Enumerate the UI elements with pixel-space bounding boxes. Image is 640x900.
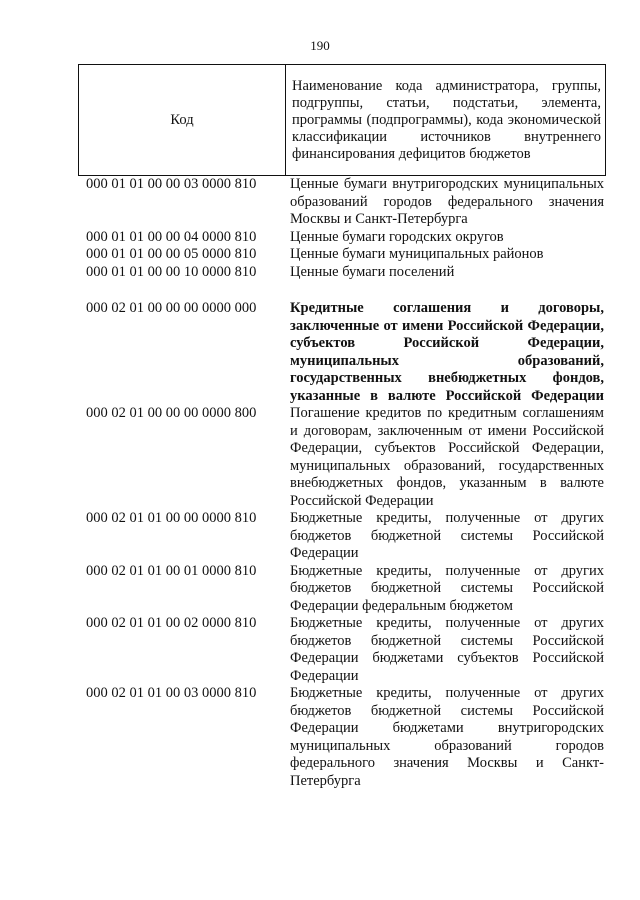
row-name: Ценные бумаги поселений — [290, 263, 455, 280]
table-row — [86, 685, 606, 790]
table-row — [86, 405, 606, 510]
row-code: 000 02 01 01 00 00 0000 810 — [86, 510, 257, 526]
row-code: 000 01 01 00 00 03 0000 810 — [86, 176, 257, 192]
row-name: Кредитные соглашения и договоры, заключенные от имени Российской Федерации, субъектов Российской Федерации, муниципальных образований, государственных внебюджетных фондов, указанные в валюте Российской Федерации — [290, 300, 604, 404]
header-name-cell: Наименование кода администратора, группы, подгруппы, статьи, подстатьи, элемента, программы (подпрограммы), кода экономической классификации источников внутреннего финансирования дефицитов бюджетов — [286, 65, 606, 176]
table-header — [78, 64, 606, 176]
table-row — [86, 176, 606, 229]
row-name: Бюджетные кредиты, полученные от других бюджетов бюджетной системы Российской Федерации бюджетами внутригородских муниципальных образований городов федерального значения Москвы и Санкт-Петербурга — [290, 685, 604, 789]
row-name: Бюджетные кредиты, полученные от других бюджетов бюджетной системы Российской Федерации — [290, 510, 604, 561]
table-row — [86, 510, 606, 563]
row-name: Ценные бумаги внутригородских муниципальных образований городов федерального значения Москвы и Санкт-Петербурга — [290, 176, 604, 227]
page-number: 190 — [310, 38, 330, 53]
row-name: Бюджетные кредиты, полученные от других бюджетов бюджетной системы Российской Федерации бюджетами субъектов Российской Федерации — [290, 615, 604, 684]
row-code: 000 01 01 00 00 05 0000 810 — [86, 246, 257, 262]
table-row — [86, 246, 606, 264]
row-code: 000 02 01 01 00 02 0000 810 — [86, 615, 257, 631]
table-row — [86, 264, 606, 282]
table-row-section — [86, 300, 606, 405]
row-code: 000 01 01 00 00 04 0000 810 — [86, 228, 257, 245]
table-row — [86, 615, 606, 685]
row-code: 000 02 01 01 00 03 0000 810 — [86, 685, 257, 701]
row-spacer — [86, 281, 606, 300]
classification-list — [86, 176, 606, 790]
row-name: Ценные бумаги городских округов — [290, 228, 504, 245]
row-name: Погашение кредитов по кредитным соглашениям и договорам, заключенным от имени Российской Федерации, субъектов Российской Федерации, муниципальных образований, государственных внебюджетных фондов, указанным в валюте Российской Федерации — [290, 405, 604, 509]
table-row — [86, 563, 606, 616]
table-row — [86, 229, 606, 247]
row-name: Бюджетные кредиты, полученные от других бюджетов бюджетной системы Российской Федерации федеральным бюджетом — [290, 562, 604, 614]
row-code: 000 02 01 01 00 01 0000 810 — [86, 562, 257, 579]
row-code: 000 02 01 00 00 00 0000 800 — [86, 405, 257, 421]
header-code-cell: Код — [79, 65, 286, 176]
row-code: 000 01 01 00 00 10 0000 810 — [86, 263, 257, 280]
row-code: 000 02 01 00 00 00 0000 000 — [86, 300, 257, 316]
row-name: Ценные бумаги муниципальных районов — [290, 246, 544, 262]
